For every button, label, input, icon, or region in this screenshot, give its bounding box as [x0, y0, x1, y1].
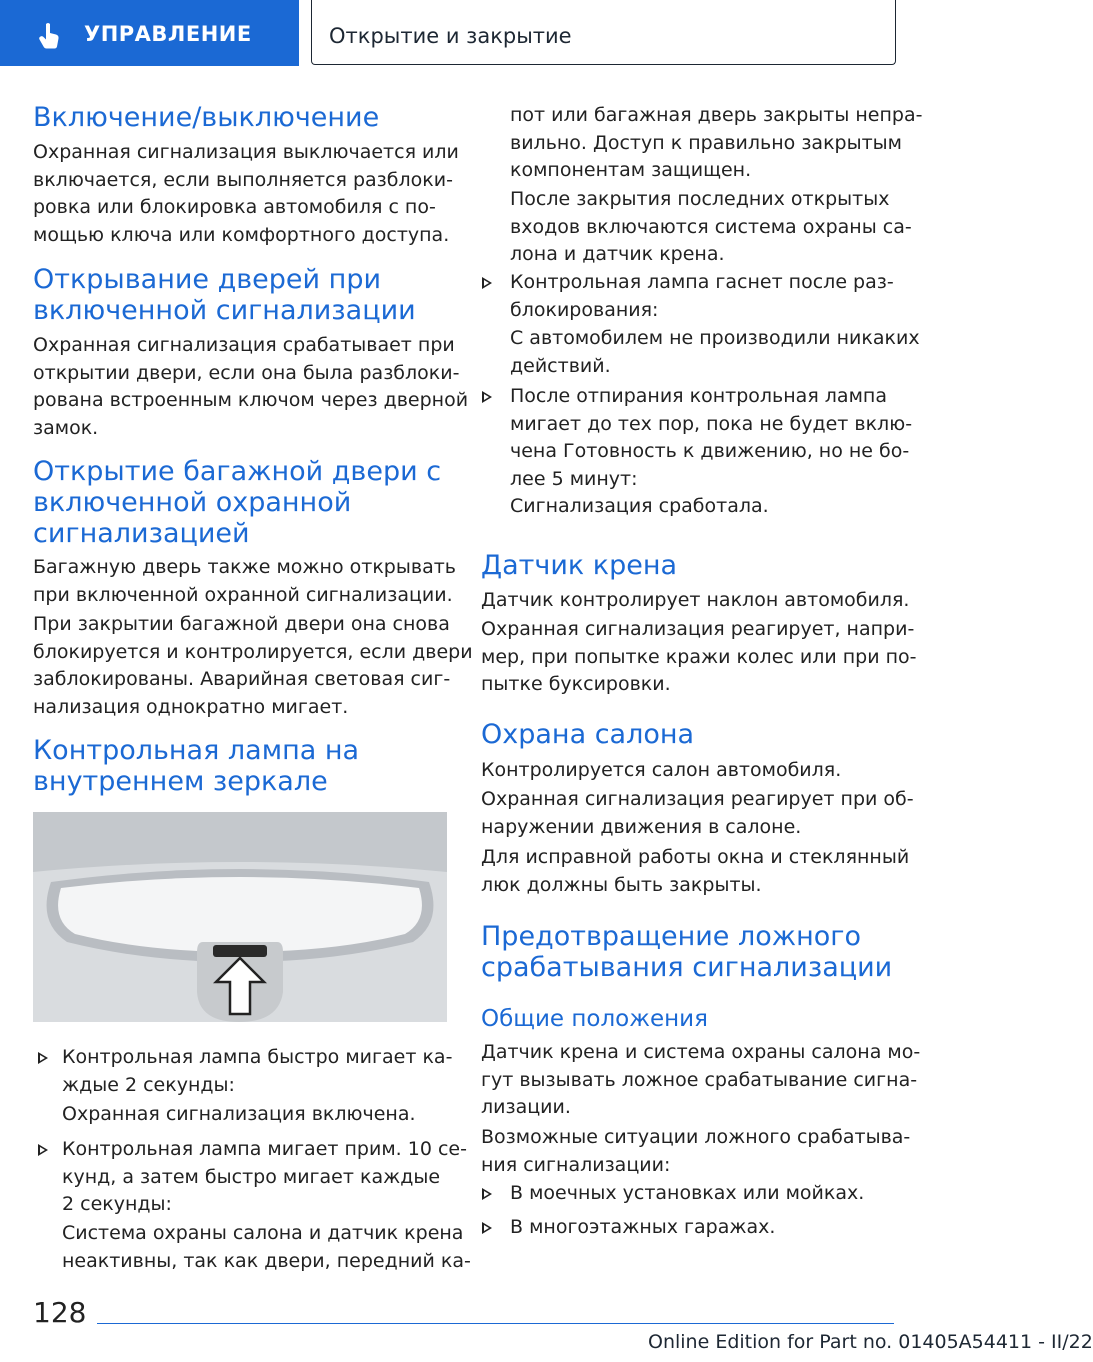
header-bar [0, 0, 960, 66]
footer-edition: Online Edition for Part no. 01405A54411 - II/22 [648, 1331, 1093, 1353]
bullet-lamp-off-result: С автомобилем не производили никаких действий. [510, 327, 920, 377]
bullet-car-wash: В моечных установках или мойках. [510, 1182, 865, 1204]
chapter-title: Открытие и закрытие [329, 24, 572, 48]
bullet-icon [482, 277, 492, 289]
heading-door-opening: Открывание дверей при включенной сигнализации [33, 264, 416, 326]
paragraph-interior-2: Охранная сигнализация реагирует при об- наружении движения в салоне. [481, 788, 914, 838]
hand-pointer-icon [34, 20, 64, 50]
footer-divider [97, 1323, 894, 1324]
bullet-icon [482, 1222, 492, 1234]
bullet-icon [482, 391, 492, 403]
bullet-after-unlock: После отпирания контрольная лампа мигает до тех пор, пока не будет вклю- чена Готовность к движению, но не бо- лее 5 минут: [510, 385, 913, 490]
heading-on-off: Включение/выключение [33, 102, 380, 133]
bullet-fast-blink: Контрольная лампа быстро мигает ка- ждые 2 секунды: [62, 1046, 453, 1096]
paragraph-interior-1: Контролируется салон автомобиля. [481, 759, 842, 781]
paragraph-on-off: Охранная сигнализация выключается или включается, если выполняется разблоки- ровка или блокировка автомобиля с по- мощью ключа или комфортного доступа. [33, 141, 459, 246]
bullet-icon [38, 1144, 48, 1156]
bullet-icon [38, 1052, 48, 1064]
bullet-garage: В многоэтажных гаражах. [510, 1216, 776, 1238]
heading-false-alarm: Предотвращение ложного срабатывания сигнализации [481, 921, 893, 983]
heading-tilt-sensor: Датчик крена [481, 550, 678, 581]
subheading-general: Общие положения [481, 1006, 708, 1032]
paragraph-tilt-2: Охранная сигнализация реагирует, напри- мер, при попытке кражи колес или при по- пытке буксировки. [481, 618, 917, 695]
paragraph-tailgate-2: При закрытии багажной двери она снова блокируется и контролируется, если двери заблокированы. Аварийная световая сиг- нализация однократно мигает. [33, 613, 473, 718]
section-tab[interactable] [0, 0, 299, 66]
bullet-10s-blink-result: Система охраны салона и датчик крена неактивны, так как двери, передний ка- [62, 1222, 471, 1272]
paragraph-after-closing: После закрытия последних открытых входов включаются система охраны са- лона и датчик крена. [510, 188, 912, 265]
bullet-fast-blink-result: Охранная сигнализация включена. [62, 1103, 416, 1125]
paragraph-tailgate-1: Багажную дверь также можно открывать при включенной охранной сигнализации. [33, 556, 456, 606]
mirror-illustration [33, 812, 447, 1022]
paragraph-continued: пот или багажная дверь закрыты непра- вильно. Доступ к правильно закрытым компонентам защищен. [510, 104, 923, 181]
paragraph-false-alarm-2: Возможные ситуации ложного срабатыва- ния сигнализации: [481, 1126, 911, 1176]
bullet-10s-blink: Контрольная лампа мигает прим. 10 се- кунд, а затем быстро мигает каждые 2 секунды: [62, 1138, 467, 1215]
heading-tailgate: Открытие багажной двери с включенной охранной сигнализацией [33, 456, 442, 549]
chapter-tab[interactable] [311, 0, 896, 65]
section-label: УПРАВЛЕНИЕ [84, 22, 252, 46]
mirror-drawing [33, 812, 447, 1022]
paragraph-tilt-1: Датчик контролирует наклон автомобиля. [481, 589, 910, 611]
page-number: 128 [33, 1296, 87, 1329]
bullet-lamp-off: Контрольная лампа гаснет после раз- блокирования: [510, 271, 894, 321]
paragraph-door-opening: Охранная сигнализация срабатывает при открытии двери, если она была разблоки- рована встроенным ключом через дверной замок. [33, 334, 469, 439]
paragraph-false-alarm-1: Датчик крена и система охраны салона мо- гут вызывать ложное срабатывание сигна- лизации. [481, 1041, 921, 1118]
bullet-icon [482, 1188, 492, 1200]
paragraph-interior-3: Для исправной работы окна и стеклянный люк должны быть закрыты. [481, 846, 910, 896]
heading-indicator-lamp: Контрольная лампа на внутреннем зеркале [33, 735, 360, 797]
heading-interior: Охрана салона [481, 719, 695, 750]
bullet-after-unlock-result: Сигнализация сработала. [510, 495, 769, 517]
